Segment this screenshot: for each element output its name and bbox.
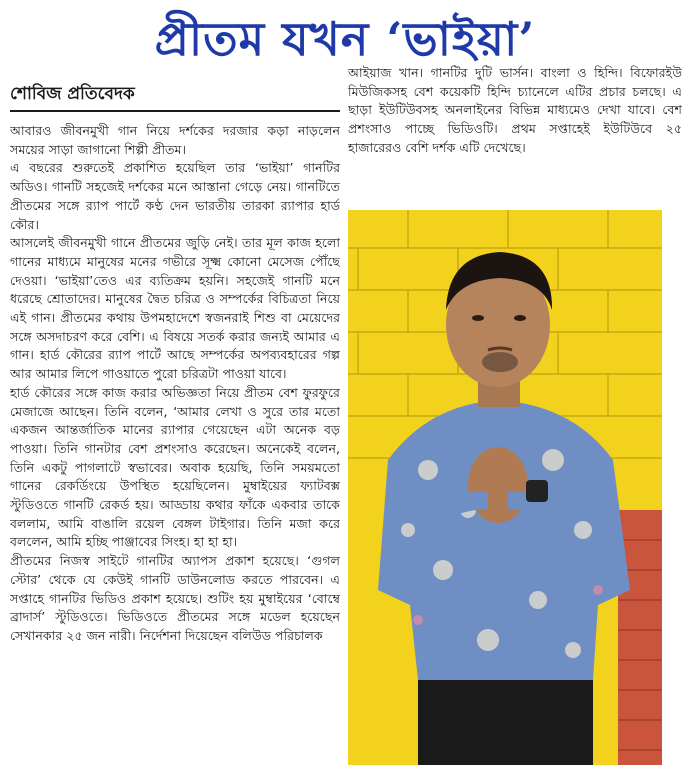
paragraph: এ বছরের শুরুতেই প্রকাশিত হয়েছিল তার ‘ভাইয়া’ গানটির অডিও। গানটি সহজেই দর্শকের মনে আস্তানা গেড়ে নেয়। গানটিতে প্রীতমের সঙ্গে র‌্যাপ পার্টে কণ্ঠ দেন ভারতীয় তারকা র‌্যাপার হার্ড কৌর। <box>10 160 340 232</box>
clasped-hands <box>468 447 528 523</box>
article-column-left <box>10 122 340 767</box>
singer-photo-illustration <box>348 210 662 765</box>
headline: প্রীতম যখন ‘ভাইয়া’ <box>154 12 536 66</box>
paragraph: আসলেই জীবনমুখী গানে প্রীতমের জুড়ি নেই। তার মূল কাজ হলো গানের মাধ্যমে মানুষের মনের গভীরে সূক্ষ্ম কোনো মেসেজ পৌঁছে দেওয়া। ‘ভাইয়া’তেও এর ব্যতিক্রম হয়নি। সহজেই গানটি মনে ধরেছে শ্রোতাদের। মানুষের দ্বৈত চরিত্র ও সম্পর্কের বিচিত্রতা নিয়ে এই গান। প্রীতমের কথায় উপমহাদেশে স্বজনরাই শিশু বা মেয়েদের সঙ্গে অসদাচরণ করে বেশি। এ বিষয়ে সতর্ক করার জন্যই আমার এ গান। হার্ড কৌরের র‌্যাপ পার্টে আছে সম্পর্কের অপব্যবহারের গল্প আর আমার লিপে গাওয়াতে পুরো চরিত্রটা পাওয়া যাবে। <box>10 235 340 382</box>
floral-shirt <box>378 400 630 680</box>
brick-pillar <box>618 510 662 765</box>
article-column-right <box>348 64 682 204</box>
paragraph: আইয়াজ খান। গানটির দুটি ভার্সন। বাংলা ও হিন্দি। বিফোরইউ মিউজিকসহ বেশ কয়েকটি হিন্দি চ্যানেলে এটির প্রচার চলছে। এ ছাড়া ইউটিউবসহ অনলাইনের বিভিন্ন মাধ্যমেও দেখা যাবে। বেশ প্রশংসাও পাচ্ছে ভিডিওটি। প্রথম সপ্তাহেই ইউটিউবে ২৫ হাজারেরও বেশি দর্শক এটি দেখেছে। <box>348 65 682 155</box>
byline: শোবিজ প্রতিবেদক <box>10 82 340 112</box>
paragraph: আবারও জীবনমুখী গান নিয়ে দর্শকের দরজার কড়া নাড়লেন সময়ের সাড়া জাগানো শিল্পী প্রীতম। <box>10 123 340 157</box>
trousers <box>418 680 593 765</box>
paragraph: প্রীতমের নিজস্ব সাইটে গানটির অ্যাপস প্রকাশ হয়েছে। ‘গুগল স্টোর’ থেকে যে কেউই গানটি ডাউনলোড করতে পারবেন। এ সপ্তাহে গানটির ভিডিও প্রকাশ হয়েছে। শুটিং হয় মুম্বাইয়ের ‘বোম্বে ব্রাদার্স’ স্টুডিওতে। ভিডিওতে প্রীতমের সঙ্গে মডেল হয়েছেন সেখানকার ২৫ জন নারী। নির্দেশনা দিয়েছেন বলিউড পরিচালক <box>10 553 340 643</box>
paragraph: হার্ড কৌরের সঙ্গে কাজ করার অভিজ্ঞতা নিয়ে প্রীতম বেশ ফুরফুরে মেজাজে আছেন। তিনি বলেন, ‘আমার লেখা ও সুরে তার মতো একজন আন্তর্জাতিক মানের র‌্যাপার গেয়েছেন এটা অনেক বড় পাওয়া। তিনি গানটার বেশ প্রশংসাও করেছেন। অনেকেই বলেন, তিনি একটু পাগলাটে স্বভাবের। অবাক হয়েছি, তিনি সময়মতো গানের রেকর্ডিংয়ে উপস্থিত হয়েছিলেন। মুম্বাইয়ের ফ্যাটবক্স স্টুডিওতে গানটি রেকর্ড হয়। আড্ডায় কথার ফাঁকে একবার তাকে বললাম, আমি বাঙালি রয়েল বেঙ্গল টাইগার। তিনি মজা করে বললেন, আমি হচ্ছি পাঞ্জাবের সিংহ। হা হা হা। <box>10 384 340 550</box>
wristwatch <box>526 480 548 502</box>
singer-photo <box>348 210 662 765</box>
